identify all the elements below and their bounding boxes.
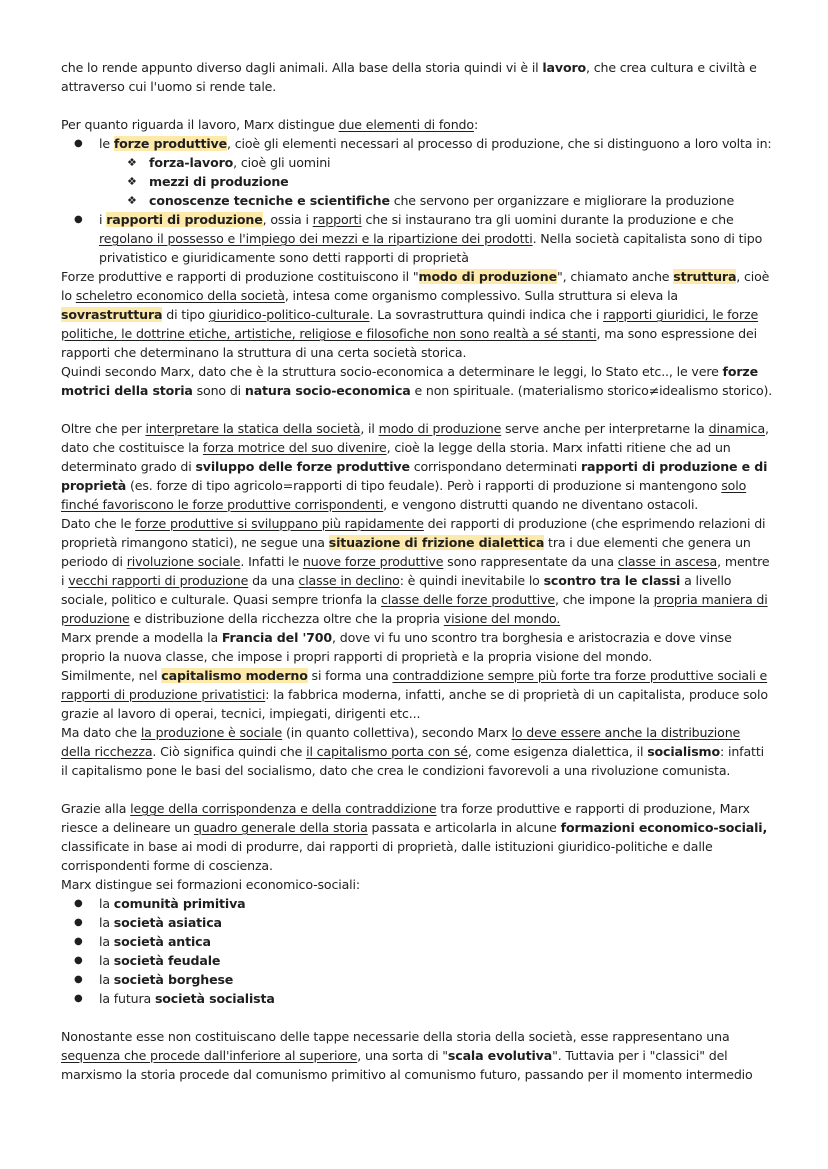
- list-item: ● la società asiatica: [61, 913, 773, 932]
- paragraph-elementi: [61, 115, 773, 134]
- bold-term: società asiatica: [113, 915, 222, 930]
- paragraph-scala-evolutiva: Nonostante esse non costituiscano delle tappe necessarie della storia della società, esse rappresentano una sequenza che procede dall'inferiore al superiore, una sorta di "scala evolutiva". Tuttavia per i "classici" del marxismo la storia procede dal comunismo primitivo al comunismo futuro, passando per il momento intermedio: [61, 1029, 753, 1082]
- list-item: [61, 134, 773, 210]
- highlighted-term: capitalismo moderno: [161, 668, 308, 683]
- underlined-term: forze produttive si sviluppano più rapidamente: [135, 516, 424, 531]
- bold-term: conoscenze tecniche e scientifiche: [149, 193, 390, 208]
- bold-term: sviluppo delle forze produttive: [195, 459, 410, 474]
- bold-term: natura socio-economica: [244, 383, 411, 398]
- sub-list-item: [61, 153, 773, 172]
- bold-term: Francia del '700: [221, 630, 333, 645]
- underlined-term: due elementi di fondo: [338, 117, 474, 132]
- bold-term: scontro tra le classi: [543, 573, 681, 588]
- sub-list-item: [61, 172, 773, 191]
- list-item: ● la comunità primitiva: [61, 894, 773, 913]
- underlined-term: forza motrice del suo divenire: [202, 440, 387, 455]
- underlined-term: solo finché favoriscono le forze produttive corrispondenti: [61, 478, 747, 512]
- underlined-term: classe delle forze produttive: [380, 592, 555, 607]
- sub-list: [61, 153, 773, 210]
- bold-term: socialismo: [647, 744, 721, 759]
- list-item: ● la società borghese: [61, 970, 773, 989]
- highlighted-term: modo di produzione: [418, 269, 558, 284]
- text: le: [99, 136, 114, 151]
- text: che lo rende appunto diverso dagli animali. Alla base della storia quindi vi è il: [61, 60, 543, 75]
- underlined-term: lo deve essere anche la distribuzione della ricchezza: [61, 725, 741, 759]
- text: Per quanto riguarda il lavoro, Marx distingue: [61, 117, 339, 132]
- paragraph-sei-formazioni: Marx distingue sei formazioni economico-sociali:: [61, 877, 360, 892]
- underlined-term: rapporti: [312, 212, 362, 227]
- underlined-term: rapporti giuridici, le forze politiche, le dottrine etiche, artistiche, religiose e filosofiche non sono realtà a sé stanti: [61, 307, 759, 341]
- paragraph-rivoluzione: Dato che le forze produttive si sviluppano più rapidamente dei rapporti di produzione (che esprimendo relazioni di proprietà rimangono statici), ne segue una situazione di frizione dialettica tra i due elementi che genera un periodo di rivoluzione sociale. Infatti le nuove forze produttive sono rappresentate da una classe in ascesa, mentre i vecchi rapporti di produzione da una classe in declino: è quindi inevitabile lo scontro tra le classi a livello sociale, politico e culturale. Quasi sempre trionfa la classe delle forze produttive, che impone la propria maniera di produzione e distribuzione della ricchezza oltre che la propria visione del mondo.: [61, 516, 770, 626]
- highlighted-term: situazione di frizione dialettica: [328, 535, 545, 550]
- underlined-term: sequenza che procede dall'inferiore al superiore: [61, 1048, 358, 1063]
- sub-list-item: [61, 191, 773, 210]
- list-item: ● la società antica: [61, 932, 773, 951]
- underlined-term: la produzione è sociale: [140, 725, 283, 740]
- text: . Nella società capitalista sono di tipo privatistico e giuridicamente sono detti rapporti di proprietà: [99, 231, 763, 265]
- bold-term: società socialista: [154, 991, 275, 1006]
- underlined-term: classe in declino: [298, 573, 400, 588]
- text: , che crea cultura e civiltà e attraverso cui l'uomo si rende tale.: [61, 60, 757, 94]
- bold-term: scala evolutiva: [447, 1048, 553, 1063]
- underlined-term: modo di produzione: [378, 421, 502, 436]
- bullet-list-formazioni: [61, 894, 773, 1008]
- underlined-term: propria maniera di produzione: [61, 592, 768, 626]
- bold-term: comunità primitiva: [113, 896, 246, 911]
- list-item: ● la società feudale: [61, 951, 773, 970]
- bold-term: società antica: [113, 934, 211, 949]
- paragraph-intro: [61, 58, 773, 96]
- text: , cioè gli uomini: [233, 155, 331, 170]
- bold-term: forze motrici della storia: [61, 364, 758, 398]
- underlined-term: quadro generale della storia: [193, 820, 368, 835]
- highlighted-term: forze produttive: [113, 136, 227, 151]
- list-item: [61, 210, 773, 267]
- paragraph-modo-di-produzione: Forze produttive e rapporti di produzione costituiscono il "modo di produzione", chiamato anche struttura, cioè lo scheletro economico della società, intesa come organismo complessivo. Sulla struttura si eleva la sovrastruttura di tipo giuridico-politico-culturale. La sovrastruttura quindi indica che i rapporti giuridici, le forze politiche, le dottrine etiche, artistiche, religiose e filosofiche non sono realtà a sé stanti, ma sono espressione dei rapporti che determinano la struttura di una certa società storica.: [61, 269, 770, 360]
- highlighted-term: sovrastruttura: [61, 307, 163, 322]
- paragraph-capitalismo: Similmente, nel capitalismo moderno si forma una contraddizione sempre più forte tra forze produttive sociali e rapporti di produzione privatistici: la fabbrica moderna, infatti, anche se di proprietà di un capitalista, produce solo grazie al lavoro di operai, tecnici, impiegati, dirigenti etc...: [61, 668, 768, 721]
- list-item: ● la futura società socialista: [61, 989, 773, 1008]
- bold-term: rapporti di produzione e di proprietà: [61, 459, 768, 493]
- text: , cioè gli elementi necessari al processo di produzione, che si distinguono a loro volta in:: [226, 136, 772, 151]
- underlined-term: classe in ascesa: [617, 554, 718, 569]
- text: :: [473, 117, 479, 132]
- bold-term: mezzi di produzione: [149, 174, 289, 189]
- highlighted-term: struttura: [673, 269, 737, 284]
- underlined-term: regolano il possesso e l'impiego dei mezzi e la ripartizione dei prodotti: [99, 231, 533, 246]
- document-page: [61, 58, 773, 1084]
- bold-term: formazioni economico-sociali,: [560, 820, 768, 835]
- paragraph-francia: Marx prende a modella la Francia del '700, dove vi fu uno scontro tra borghesia e aristocrazia e dove vinse proprio la nuova classe, che impose i propri rapporti di proprietà e la propria visione del mondo.: [61, 630, 732, 664]
- bold-term: società borghese: [113, 972, 234, 987]
- bold-term: lavoro: [542, 60, 587, 75]
- underlined-term: interpretare la statica della società: [145, 421, 361, 436]
- paragraph-formazioni: Grazie alla legge della corrispondenza e della contraddizione tra forze produttive e rapporti di produzione, Marx riesce a delineare un quadro generale della storia passata e articolarla in alcune formazioni economico-sociali, classificate in base ai modi di produrre, dai rapporti di proprietà, dalle istituzioni giuridico-politiche e dalle corrispondenti forme di coscienza.: [61, 801, 768, 873]
- underlined-term: legge della corrispondenza e della contraddizione: [130, 801, 437, 816]
- bold-term: forza-lavoro: [149, 155, 234, 170]
- paragraph-dinamica: Oltre che per interpretare la statica della società, il modo di produzione serve anche per interpretarne la dinamica, dato che costituisce la forza motrice del suo divenire, cioè la legge della storia. Marx infatti ritiene che ad un determinato grado di sviluppo delle forze produttive corrispondano determinati rapporti di produzione e di proprietà (es. forze di tipo agricolo=rapporti di tipo feudale). Però i rapporti di produzione si mantengono solo finché favoriscono le forze produttive corrispondenti, e vengono distrutti quando ne diventano ostacoli.: [61, 421, 769, 512]
- paragraph-forze-motrici: Quindi secondo Marx, dato che è la struttura socio-economica a determinare le leggi, lo Stato etc.., le vere forze motrici della storia sono di natura socio-economica e non spirituale. (materialismo storico≠idealismo storico).: [61, 364, 773, 398]
- underlined-term: giuridico-politico-culturale: [208, 307, 370, 322]
- bullet-list-elementi: [61, 134, 773, 267]
- underlined-term: dinamica: [708, 421, 766, 436]
- text: che si instaurano tra gli uomini durante la produzione e che: [361, 212, 734, 227]
- paragraph-socialismo: Ma dato che la produzione è sociale (in quanto collettiva), secondo Marx lo deve essere anche la distribuzione della ricchezza. Ciò significa quindi che il capitalismo porta con sé, come esigenza dialettica, il socialismo: infatti il capitalismo pone le basi del socialismo, dato che crea le condizioni favorevoli a una rivoluzione comunista.: [61, 725, 764, 778]
- underlined-term: visione del mondo.: [443, 611, 561, 626]
- bold-term: società feudale: [113, 953, 221, 968]
- underlined-term: vecchi rapporti di produzione: [68, 573, 249, 588]
- text: , ossia i: [262, 212, 313, 227]
- highlighted-term: rapporti di produzione: [106, 212, 263, 227]
- underlined-term: rivoluzione sociale: [126, 554, 241, 569]
- underlined-term: nuove forze produttive: [302, 554, 444, 569]
- underlined-term: il capitalismo porta con sé: [306, 744, 468, 759]
- text: i: [99, 212, 107, 227]
- underlined-term: scheletro economico della società: [75, 288, 285, 303]
- text: che servono per organizzare e migliorare la produzione: [389, 193, 735, 208]
- underlined-term: contraddizione sempre più forte tra forze produttive sociali e rapporti di produzione privatistici: [61, 668, 768, 702]
